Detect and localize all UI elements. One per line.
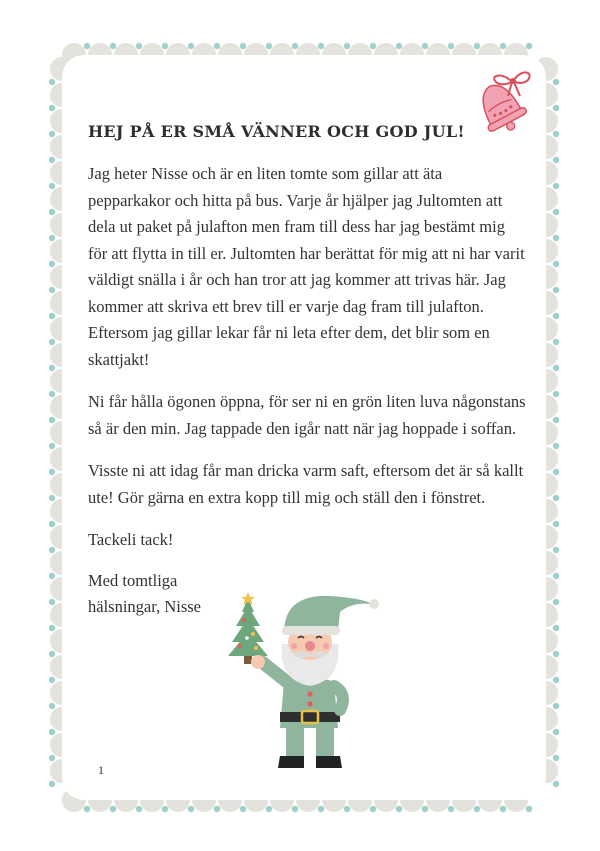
- border-dot: [162, 43, 168, 49]
- border-dot: [553, 599, 559, 605]
- border-dot: [526, 806, 532, 812]
- border-dot: [370, 806, 376, 812]
- border-dot: [292, 43, 298, 49]
- border-dot: [553, 677, 559, 683]
- border-dot: [553, 755, 559, 761]
- border-dot: [110, 43, 116, 49]
- border-dot: [49, 469, 55, 475]
- border-dot: [49, 261, 55, 267]
- santa-elf-with-tree-illustration: [222, 590, 387, 775]
- border-dot: [553, 287, 559, 293]
- border-dot: [49, 391, 55, 397]
- border-dot: [344, 806, 350, 812]
- border-dot: [136, 806, 142, 812]
- border-dot: [84, 806, 90, 812]
- border-dot: [49, 287, 55, 293]
- border-dot: [553, 313, 559, 319]
- letter-heading: HEJ PÅ ER SMÅ VÄNNER OCH GOD JUL!: [88, 122, 465, 141]
- border-dot: [474, 43, 480, 49]
- border-dot: [553, 209, 559, 215]
- paragraph: Ni får hålla ögonen öppna, för ser ni en grön liten luva någonstans så är den min. Jag tappade den igår natt när jag hoppade i soffan.: [88, 392, 526, 438]
- border-dot: [553, 365, 559, 371]
- border-dot: [240, 43, 246, 49]
- border-dot: [553, 235, 559, 241]
- border-dot: [84, 43, 90, 49]
- border-dot: [266, 43, 272, 49]
- border-dot: [553, 573, 559, 579]
- border-dot: [553, 391, 559, 397]
- border-dot: [292, 806, 298, 812]
- border-dot: [422, 806, 428, 812]
- border-dot: [422, 43, 428, 49]
- border-dot: [49, 443, 55, 449]
- border-dot: [553, 339, 559, 345]
- border-dot: [396, 43, 402, 49]
- border-dot: [162, 806, 168, 812]
- border-dot: [553, 183, 559, 189]
- border-dot: [553, 157, 559, 163]
- border-dot: [49, 703, 55, 709]
- border-dot: [49, 755, 55, 761]
- christmas-tree-icon: [228, 592, 268, 664]
- paragraph: Tackeli tack!: [88, 530, 174, 549]
- border-dot: [526, 43, 532, 49]
- border-dot: [49, 599, 55, 605]
- border-dot: [214, 43, 220, 49]
- border-dot: [49, 495, 55, 501]
- border-dot: [553, 443, 559, 449]
- border-dot: [553, 105, 559, 111]
- border-dot: [553, 261, 559, 267]
- border-dot: [396, 806, 402, 812]
- border-dot: [500, 43, 506, 49]
- page-number: 1: [98, 763, 104, 777]
- border-dot: [49, 651, 55, 657]
- border-dot: [553, 625, 559, 631]
- border-dot: [49, 677, 55, 683]
- border-dot: [500, 806, 506, 812]
- paragraph: Jag heter Nisse och är en liten tomte som gillar att äta pepparkakor och hitta på bus. Varje år hjälper jag Jultomten att dela ut paket på julafton men fram till dess har jag bestämt mig för att flytta in till er. Jultomten har berättat för mig att ni har varit väldigt snälla i år och han tror att jag kommer att trivas här. Jag kommer att skriva ett brev till er varje dag fram till julafton. Eftersom jag gillar lekar får ni leta efter dem, det blir som en skattjakt!: [88, 164, 525, 369]
- border-dot: [318, 806, 324, 812]
- border-dot: [49, 547, 55, 553]
- border-dot: [49, 339, 55, 345]
- border-dot: [553, 781, 559, 787]
- border-dot: [136, 43, 142, 49]
- border-dot: [49, 79, 55, 85]
- border-dot: [553, 79, 559, 85]
- border-dot: [553, 547, 559, 553]
- border-dot: [188, 43, 194, 49]
- border-dot: [49, 235, 55, 241]
- border-dot: [110, 806, 116, 812]
- border-dot: [49, 417, 55, 423]
- border-dot: [370, 43, 376, 49]
- border-dot: [49, 209, 55, 215]
- signoff-line: Med tomtliga: [88, 570, 178, 590]
- border-dot: [49, 781, 55, 787]
- border-dot: [49, 521, 55, 527]
- border-dot: [553, 651, 559, 657]
- border-dot: [214, 806, 220, 812]
- border-dot: [240, 806, 246, 812]
- border-dot: [266, 806, 272, 812]
- border-dot: [49, 313, 55, 319]
- border-dot: [49, 729, 55, 735]
- letter-body: [88, 122, 528, 620]
- border-dot: [553, 521, 559, 527]
- border-dot: [318, 43, 324, 49]
- border-dot: [474, 806, 480, 812]
- border-dot: [49, 183, 55, 189]
- border-dot: [49, 131, 55, 137]
- border-dot: [553, 131, 559, 137]
- border-dot: [344, 43, 350, 49]
- border-dot: [49, 157, 55, 163]
- border-dot: [553, 469, 559, 475]
- border-dot: [49, 365, 55, 371]
- border-dot: [553, 703, 559, 709]
- border-dot: [448, 43, 454, 49]
- border-dot: [553, 729, 559, 735]
- paragraph: Visste ni att idag får man dricka varm saft, eftersom det är så kallt ute! Gör gärna en extra kopp till mig och ställ den i fönstret.: [88, 461, 524, 507]
- border-dot: [448, 806, 454, 812]
- border-dot: [553, 495, 559, 501]
- border-dot: [49, 573, 55, 579]
- border-dot: [188, 806, 194, 812]
- border-dot: [553, 417, 559, 423]
- signoff-line: hälsningar, Nisse: [88, 596, 201, 616]
- border-dot: [49, 625, 55, 631]
- border-dot: [49, 105, 55, 111]
